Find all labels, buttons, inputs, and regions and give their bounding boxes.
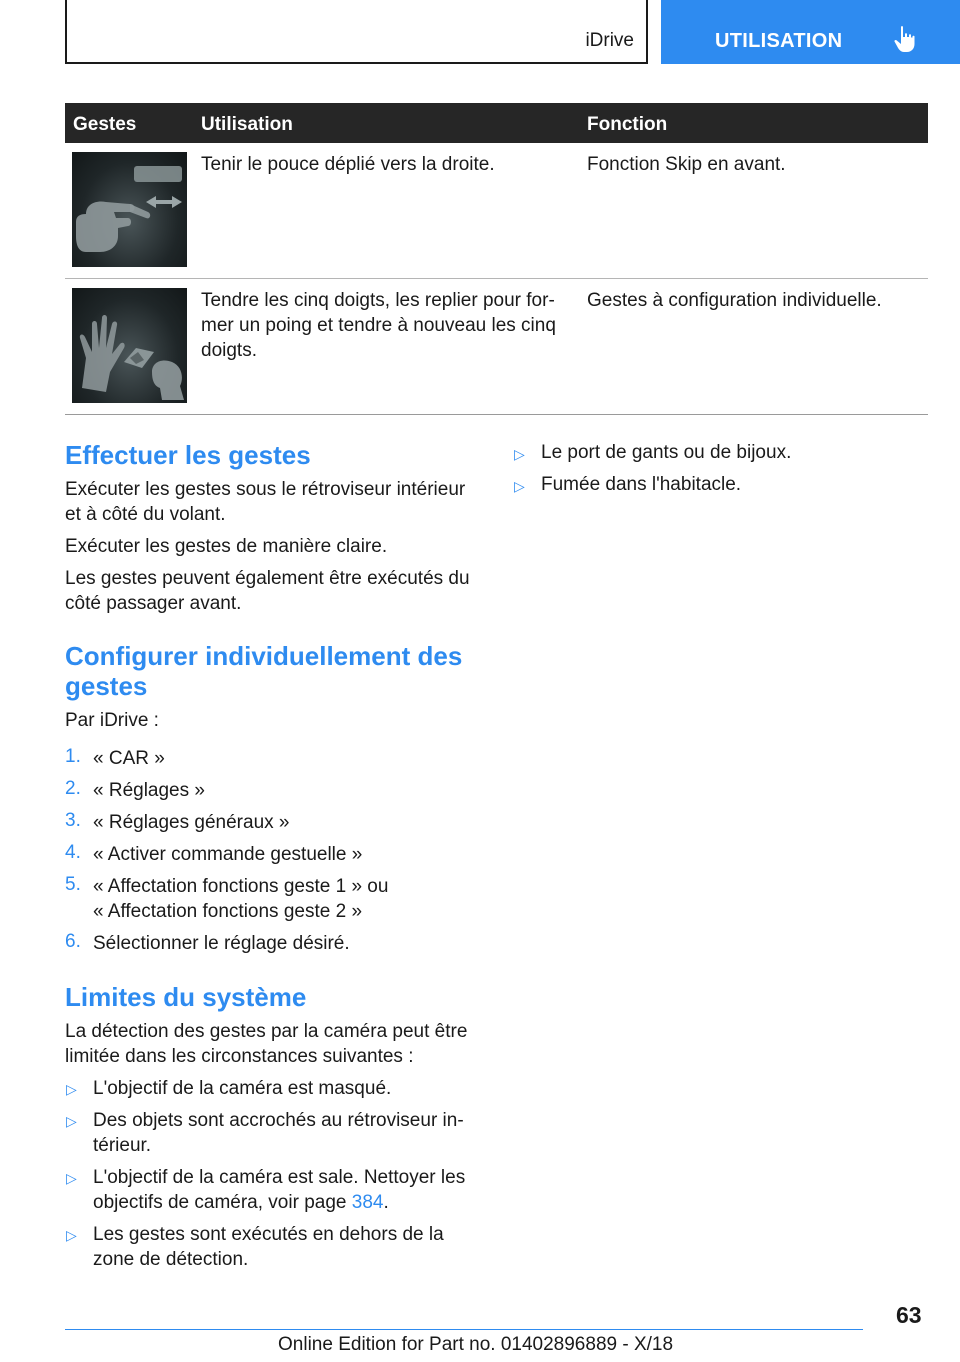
bullet-text-line xyxy=(93,1190,473,1215)
step-text-line: « Affectation fonctions geste 2 » xyxy=(93,901,363,922)
header-section-box xyxy=(65,0,648,64)
row1-usage: Tenir le pouce déplié vers la droite. xyxy=(201,154,495,175)
step-text: Sélectionner le réglage désiré. xyxy=(93,933,350,954)
heading-line: gestes xyxy=(65,671,148,701)
paragraph: Par iDrive : xyxy=(65,710,159,731)
table-header-row xyxy=(65,103,928,143)
bullet-text-line: térieur. xyxy=(93,1135,152,1156)
heading-configurer-gestes xyxy=(65,641,462,701)
table-row xyxy=(65,279,928,415)
fist-open-gesture-image xyxy=(72,288,187,403)
bullet-text: Fumée dans l'habitacle. xyxy=(541,474,742,495)
step-text xyxy=(93,874,473,924)
bullet-triangle-icon: ▷ xyxy=(514,446,525,462)
bullet-triangle-icon: ▷ xyxy=(66,1170,77,1186)
bullet-text: Le port de gants ou de bijoux. xyxy=(541,442,792,463)
header-tab-utilisation[interactable] xyxy=(661,0,960,64)
row2-usage xyxy=(201,288,566,363)
paragraph-line: limitée dans les circonstances suivantes : xyxy=(65,1046,414,1067)
heading-effectuer-gestes: Effectuer les gestes xyxy=(65,440,311,470)
page-number: 63 xyxy=(896,1302,922,1328)
step-text-line: « Affectation fonctions geste 1 » ou xyxy=(93,876,389,897)
bullet-triangle-icon: ▷ xyxy=(66,1113,77,1129)
step-number: 4. xyxy=(65,842,81,863)
table-header-utilisation: Utilisation xyxy=(201,114,293,135)
table-row xyxy=(65,143,928,279)
bullet-text-line: L'objectif de la caméra est sale. Nettoyer les xyxy=(93,1167,466,1188)
paragraph-line: côté passager avant. xyxy=(65,593,242,614)
step-number: 5. xyxy=(65,874,81,895)
bullet-text: L'objectif de la caméra est masqué. xyxy=(93,1078,392,1099)
bullet-triangle-icon: ▷ xyxy=(514,478,525,494)
step-text: « Réglages » xyxy=(93,780,205,801)
bullet-text-line: zone de détection. xyxy=(93,1249,249,1270)
bullet-text-segment: objectifs de caméra, voir page xyxy=(93,1192,352,1213)
bullet-text xyxy=(93,1108,473,1158)
bullet-text xyxy=(93,1165,473,1215)
step-number: 1. xyxy=(65,746,81,767)
gestures-table xyxy=(65,103,928,415)
pointing-hand-icon xyxy=(893,25,917,58)
step-number: 6. xyxy=(65,931,81,952)
table-header-gestes: Gestes xyxy=(73,114,137,135)
footer-divider xyxy=(65,1329,863,1330)
paragraph xyxy=(65,1019,485,1069)
header-section-label: iDrive xyxy=(585,30,634,51)
paragraph-line: Les gestes peuvent également être exécutés du xyxy=(65,568,470,589)
step-text: « CAR » xyxy=(93,748,165,769)
row2-usage-line: mer un poing et tendre à nouveau les cinq xyxy=(201,315,556,336)
paragraph-line: La détection des gestes par la caméra peut être xyxy=(65,1021,468,1042)
step-number: 2. xyxy=(65,778,81,799)
step-text: « Activer commande gestuelle » xyxy=(93,844,363,865)
bullet-text-segment: . xyxy=(383,1192,389,1213)
row2-usage-line: doigts. xyxy=(201,340,257,361)
thumb-right-gesture-image xyxy=(72,152,187,267)
row2-usage-line: Tendre les cinq doigts, les replier pour for- xyxy=(201,290,555,311)
page-link-384[interactable]: 384 xyxy=(351,1192,384,1213)
step-text: « Réglages généraux » xyxy=(93,812,290,833)
paragraph-line: et à côté du volant. xyxy=(65,504,226,525)
row1-function: Fonction Skip en avant. xyxy=(587,154,786,175)
bullet-text-line: Les gestes sont exécutés en dehors de la xyxy=(93,1224,444,1245)
heading-line: Configurer individuellement des xyxy=(65,641,463,671)
paragraph-line: Exécuter les gestes sous le rétroviseur intérieur xyxy=(65,479,466,500)
paragraph xyxy=(65,477,485,527)
step-number: 3. xyxy=(65,810,81,831)
paragraph xyxy=(65,566,485,616)
bullet-triangle-icon: ▷ xyxy=(66,1227,77,1243)
bullet-triangle-icon: ▷ xyxy=(66,1081,77,1097)
bullet-text-line: Des objets sont accrochés au rétroviseur in- xyxy=(93,1110,464,1131)
footer-edition: Online Edition for Part no. 01402896889 - X/18 xyxy=(278,1334,674,1355)
table-header-fonction: Fonction xyxy=(587,114,668,135)
header-tab-label: UTILISATION xyxy=(715,30,843,52)
heading-limites-systeme: Limites du système xyxy=(65,982,307,1012)
row2-function: Gestes à configuration individuelle. xyxy=(587,290,882,311)
bullet-text xyxy=(93,1222,473,1272)
paragraph: Exécuter les gestes de manière claire. xyxy=(65,536,388,557)
